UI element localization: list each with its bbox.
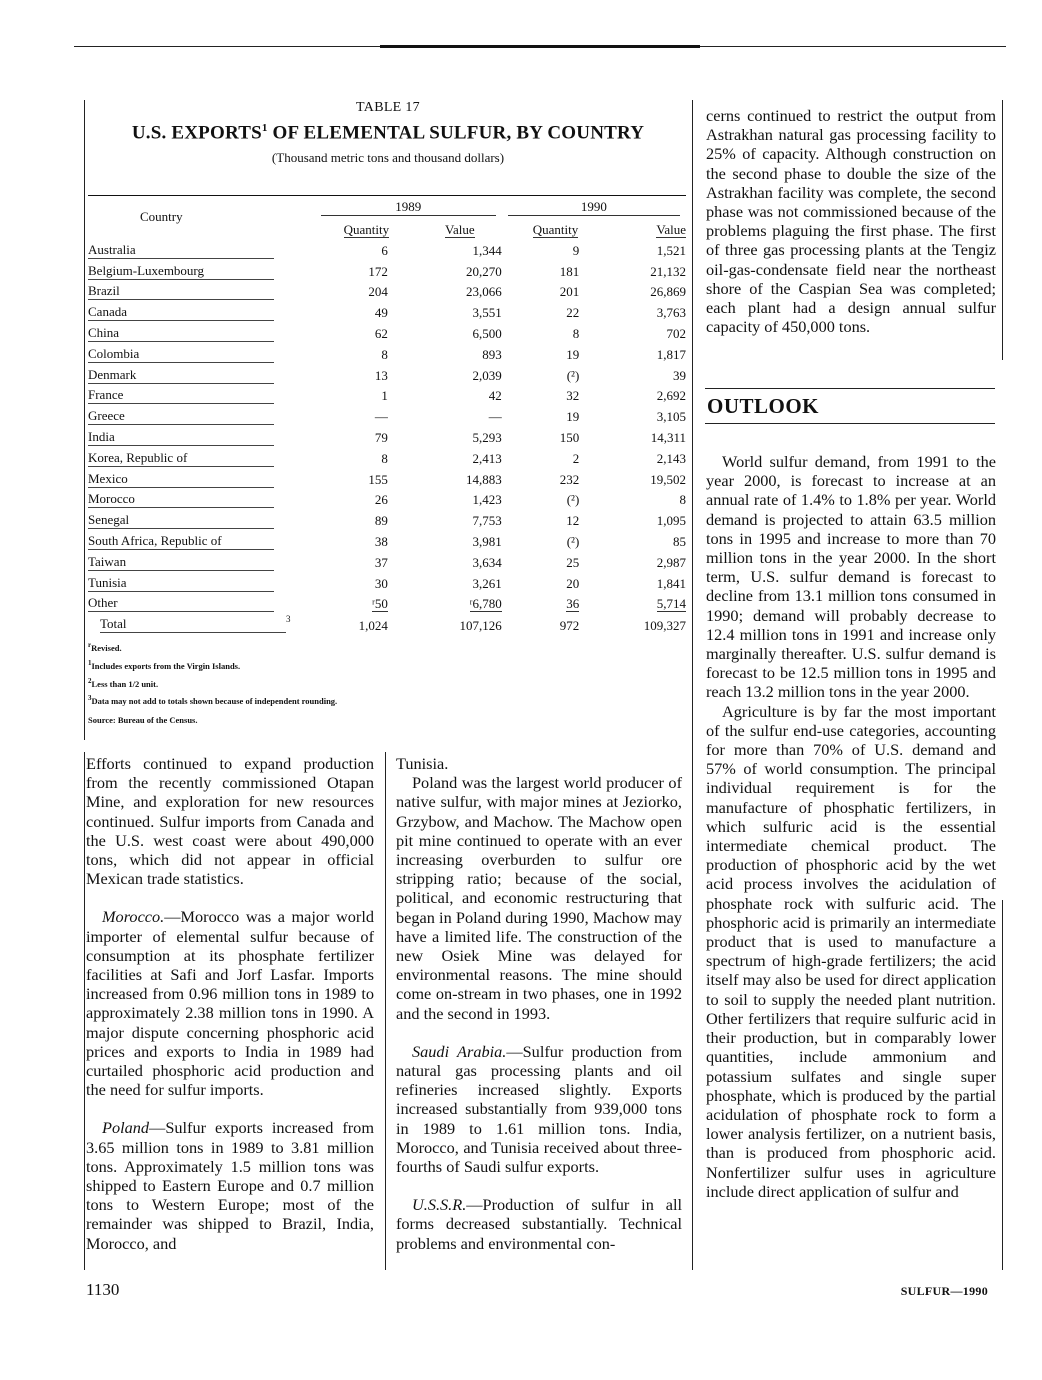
cell-quantity-1989: 38 bbox=[374, 533, 388, 549]
column-divider-left bbox=[84, 100, 85, 740]
cell-quantity-1989: — bbox=[374, 409, 388, 425]
cell-quantity-1990: 20 bbox=[566, 575, 580, 591]
text-column-3 bbox=[706, 106, 996, 336]
cell-country: Belgium-Luxembourg bbox=[88, 259, 315, 280]
table-block bbox=[88, 100, 688, 726]
cell-quantity-1989: 8 bbox=[381, 450, 388, 466]
cell-country: India bbox=[88, 425, 315, 446]
header-quantity-1990: Quantity bbox=[532, 222, 579, 237]
cell-quantity-1989: 1 bbox=[381, 388, 388, 404]
cell-country: Korea, Republic of bbox=[88, 446, 315, 467]
cell-country: Morocco bbox=[88, 488, 315, 509]
column-divider-left-bottom bbox=[84, 752, 85, 1270]
cell-value-1989: 3,634 bbox=[472, 554, 502, 570]
cell-quantity-1989: 37 bbox=[374, 554, 388, 570]
header-value-1990: Value bbox=[656, 222, 686, 237]
table-row bbox=[88, 321, 686, 342]
cell-country: Greece bbox=[88, 404, 315, 425]
cell-value-1990: 3,105 bbox=[656, 409, 686, 425]
heading-saudi-arabia: Saudi Arabia. bbox=[412, 1041, 507, 1061]
cell-quantity-1989: 89 bbox=[374, 513, 388, 529]
cell-value-1989: 2,413 bbox=[472, 450, 502, 466]
table-row bbox=[88, 425, 686, 446]
cell-quantity-1990: 19 bbox=[566, 409, 580, 425]
cell-value-1990: 2,143 bbox=[656, 450, 686, 466]
table-row bbox=[88, 280, 686, 301]
cell-quantity-1990: (²) bbox=[566, 492, 580, 508]
cell-value-1990: 1,095 bbox=[656, 513, 686, 529]
outlook-heading: OUTLOOK bbox=[707, 394, 820, 418]
cell-country: South Africa, Republic of bbox=[88, 529, 315, 550]
table-row bbox=[88, 488, 686, 509]
heading-poland: Poland bbox=[102, 1118, 150, 1138]
cell-quantity-1989: 79 bbox=[374, 429, 388, 445]
col1-paragraph-1: Efforts continued to expand production from the recently commissioned Otapan Mine, and exploration for new resources continued. Sulfur imports from Canada and the U.S. west coast were about 490,000 tons, which did not appear in official Mexican trade statistics. bbox=[86, 754, 374, 889]
cell-quantity-1989: 6 bbox=[381, 242, 388, 258]
cell-total-value-1989: 107,126 bbox=[459, 617, 502, 633]
table-row bbox=[88, 571, 686, 592]
cell-value-1989: 1,423 bbox=[472, 492, 502, 508]
note-source: Source: Bureau of the Census. bbox=[88, 715, 198, 726]
cell-quantity-1990: 181 bbox=[559, 263, 580, 279]
text-column-3-lower bbox=[706, 452, 996, 1201]
cell-quantity-1990: (²) bbox=[566, 367, 580, 383]
cell-value-1989: 14,883 bbox=[466, 471, 502, 487]
cell-country: Taiwan bbox=[88, 550, 315, 571]
cell-value-1989: 23,066 bbox=[466, 284, 502, 300]
table-row bbox=[88, 363, 686, 384]
table-row bbox=[88, 259, 686, 280]
cell-country: France bbox=[88, 384, 315, 405]
header-year-1990: 1990 bbox=[502, 196, 686, 216]
table-row bbox=[88, 508, 686, 529]
cell-quantity-1989: 30 bbox=[374, 575, 388, 591]
table-notes bbox=[88, 638, 337, 728]
note-3: $^3$Data may not add to totals shown because of independent rounding. bbox=[88, 694, 338, 707]
cell-quantity-1989: 49 bbox=[374, 305, 388, 321]
cell-value-1989: 7,753 bbox=[472, 513, 502, 529]
cell-value-1990: 1,817 bbox=[656, 346, 686, 362]
table-row bbox=[88, 384, 686, 405]
col2-ussr-paragraph: U.S.S.R.—Production of sulfur in all forms decreased substantially. Technical problems and environmental con- bbox=[396, 1195, 682, 1253]
cell-quantity-1990: 8 bbox=[572, 325, 580, 341]
cell-quantity-1989: 62 bbox=[374, 325, 388, 341]
cell-value-1990: 14,311 bbox=[650, 429, 686, 445]
page-number: 1130 bbox=[86, 1280, 120, 1299]
cell-value-1990: 702 bbox=[666, 325, 686, 341]
column-divider-right-bottom bbox=[1002, 900, 1003, 1270]
cell-quantity-1989: 172 bbox=[368, 263, 388, 279]
col2-saudi-paragraph: Saudi Arabia.—Sulfur production from natural gas processing plants and oil refineries increased slightly. Exports increased substantially from 939,000 tons in 1989 to 1.61 million tons. India, Morocco, and Tunisia received about three-fourths of Saudi sulfur exports. bbox=[396, 1041, 682, 1177]
heading-ussr: U.S.S.R. bbox=[412, 1195, 467, 1215]
table-row bbox=[88, 238, 686, 259]
header-quantity-1989: Quantity bbox=[343, 222, 390, 237]
cell-country: Senegal bbox=[88, 508, 315, 529]
running-title: SULFUR—1990 bbox=[900, 1284, 988, 1298]
table-subtitle: (Thousand metric tons and thousand dollars) bbox=[271, 150, 505, 166]
cell-value-1990: 5,714 bbox=[656, 596, 686, 612]
col1-morocco-paragraph: Morocco.—Morocco was a major world importer of elemental sulfur because of consumption at its phosphate fertilizer facilities at Safi and Jorf Lasfar. Imports increased from 0.96 million tons in 1989 to approximately 2.38 million tons in 1990. A major dispute concerning phosphoric acid prices and exports to India in 1989 had curtailed phosphoric acid production and the need for sulfur imports. bbox=[86, 907, 374, 1100]
cell-value-1989: — bbox=[488, 409, 502, 425]
top-rule-accent bbox=[380, 45, 700, 48]
cell-value-1989: 1,344 bbox=[472, 242, 502, 258]
cell-quantity-1989: 13 bbox=[374, 367, 388, 383]
col3-paragraph-2: Agriculture is by far the most important of the sulfur end-use categories, accounting for more than 70% of U.S. demand and 57% of world consumption. The principal individual requirement is for the manufacture of phosphatic fertilizers, in which sulfuric acid is the essential intermediate chemical product. The production of phosphoric acid by the wet acid process involves the acidulation of phosphate rock with sulfuric acid. The phosphoric acid is primarily an intermediate product that is used to manufacture a spectrum of high-grade fertilizers; the acid itself may also be used for direct application to soil to supply the needed plant nutrition. Other fertilizers that require sulfuric acid in their production, but in comparably lower quantities, include ammonium and potassium sulfates and single super phosphate, which is produced by the partial acidulation of phosphate rock to form a lower analysis fertilizer, on a nutrient basis, than is produced from phosphoric acid. Nonfertilizer sulfur uses in agriculture include direct application of sulfur and bbox=[706, 701, 996, 1201]
col1-poland-paragraph: Poland—Sulfur exports increased from 3.65 million tons in 1989 to 3.81 million tons. Approximately 1.5 million tons was shipped to Eastern Europe and 0.7 million tons to Western Europe; most of the remainder was shipped to Brazil, India, Morocco, and bbox=[86, 1118, 374, 1253]
cell-total-quantity-1989: 1,024 bbox=[358, 617, 388, 633]
cell-value-1989: 42 bbox=[488, 388, 502, 404]
col3-paragraph-1: World sulfur demand, from 1991 to the year 2000, is forecast to increase at an annual rate of 1.4% to 1.8% per year. World demand is projected to attain 63.5 million tons in 1995 and increase to more than 70 million tons in the year 2000. In the short term, U.S. sulfur demand is forecast to decline from 13.1 million tons consumed in 1990; demand will probably decrease to 12.4 million tons in 1991 and increase only marginally thereafter. U.S. sulfur demand is forecast to be 12.5 million tons in 1995 and reach 13.2 million tons in the year 2000. bbox=[706, 452, 996, 702]
cell-value-1989: 3,551 bbox=[472, 305, 502, 321]
header-country: Country bbox=[140, 209, 183, 224]
cell-quantity-1990: 232 bbox=[559, 471, 580, 487]
cell-total-label: Total $^3$ bbox=[100, 614, 291, 631]
column-divider-mid bbox=[385, 752, 386, 1270]
cell-value-1990: 1,841 bbox=[656, 575, 686, 591]
cell-quantity-1990: 25 bbox=[566, 554, 580, 570]
cell-quantity-1990: 201 bbox=[559, 284, 580, 300]
cell-country: Denmark bbox=[88, 363, 315, 384]
cell-value-1990: 3,763 bbox=[656, 305, 686, 321]
outlook-section-heading bbox=[705, 388, 995, 424]
column-divider-table bbox=[692, 100, 693, 1270]
cell-quantity-1990: 32 bbox=[566, 388, 580, 404]
cell-value-1990: 1,521 bbox=[656, 242, 686, 258]
cell-value-1990: 21,132 bbox=[650, 263, 686, 279]
cell-value-1989: 2,039 bbox=[472, 367, 502, 383]
note-2: $^2$Less than 1/2 unit. bbox=[88, 676, 159, 689]
column-divider-right bbox=[1002, 100, 1003, 360]
table-row bbox=[88, 467, 686, 488]
cell-total-value-1990: 109,327 bbox=[643, 617, 686, 633]
cell-country: China bbox=[88, 321, 315, 342]
cell-quantity-1989: ʳ50 bbox=[372, 596, 388, 612]
note-revised: $^r$Revised. bbox=[88, 641, 122, 653]
cell-quantity-1989: 8 bbox=[381, 346, 388, 362]
cell-quantity-1989: 155 bbox=[368, 471, 388, 487]
cell-value-1989: 20,270 bbox=[466, 263, 502, 279]
cell-quantity-1989: 26 bbox=[374, 492, 388, 508]
cell-value-1990: 2,987 bbox=[656, 554, 686, 570]
cell-value-1990: 26,869 bbox=[650, 284, 686, 300]
cell-quantity-1989: 204 bbox=[368, 284, 388, 300]
cell-value-1989: ʳ6,780 bbox=[469, 596, 502, 612]
cell-value-1989: 3,261 bbox=[472, 575, 502, 591]
cell-quantity-1990: 22 bbox=[566, 305, 580, 321]
table-row bbox=[88, 446, 686, 467]
exports-table bbox=[88, 196, 686, 634]
cell-quantity-1990: (²) bbox=[566, 533, 580, 549]
table-row-total bbox=[88, 612, 686, 633]
table-row bbox=[88, 550, 686, 571]
text-column-2 bbox=[396, 754, 682, 1253]
header-value-1989: Value bbox=[445, 222, 475, 237]
cell-country: Other bbox=[88, 592, 315, 613]
cell-country: Canada bbox=[88, 300, 315, 321]
table-row bbox=[88, 404, 686, 425]
cell-country: Australia bbox=[88, 238, 315, 259]
col2-paragraph-1: Poland was the largest world producer of native sulfur, with major mines at Jeziorko, Grzybow, and Machow. The Machow open pit mine continued to operate with an ever increasing overburden to sulfur ore stripping ratio; because of the social, political, and economic restructuring that began in Poland during 1990, Machow may have a limited life. The construction of the new Osiek Mine was delayed for environmental reasons. The mine should come on-stream in two phases, one in 1992 and the second in 1993. bbox=[396, 773, 682, 1023]
cell-country: Colombia bbox=[88, 342, 315, 363]
cell-country: Brazil bbox=[88, 280, 315, 301]
header-year-1989: 1989 bbox=[315, 196, 502, 216]
cell-value-1990: 85 bbox=[673, 533, 686, 549]
cell-quantity-1990: 19 bbox=[566, 346, 580, 362]
cell-quantity-1990: 36 bbox=[566, 596, 580, 612]
note-1: $^1$Includes exports from the Virgin Islands. bbox=[88, 658, 241, 671]
heading-morocco: Morocco. bbox=[102, 907, 165, 927]
cell-quantity-1990: 12 bbox=[566, 513, 580, 529]
table-number: TABLE 17 bbox=[356, 100, 420, 115]
cell-country: Mexico bbox=[88, 467, 315, 488]
cell-value-1989: 5,293 bbox=[472, 429, 502, 445]
cell-total-quantity-1990: 972 bbox=[559, 617, 580, 633]
cell-value-1990: 8 bbox=[679, 492, 686, 508]
cell-quantity-1990: 150 bbox=[559, 429, 580, 445]
cell-quantity-1990: 2 bbox=[572, 450, 580, 466]
cell-value-1989: 893 bbox=[482, 346, 502, 362]
cell-country: Tunisia bbox=[88, 571, 315, 592]
cell-value-1990: 2,692 bbox=[656, 388, 686, 404]
cell-value-1989: 6,500 bbox=[472, 325, 502, 341]
table-title: U.S. EXPORTS$^1$ OF ELEMENTAL SULFUR, BY COUNTRY bbox=[131, 122, 645, 144]
cell-value-1990: 39 bbox=[673, 367, 686, 383]
cell-quantity-1990: 9 bbox=[572, 242, 580, 258]
table-row bbox=[88, 592, 686, 613]
table-row bbox=[88, 300, 686, 321]
table-row bbox=[88, 529, 686, 550]
cell-value-1990: 19,502 bbox=[650, 471, 686, 487]
text-column-1 bbox=[86, 754, 374, 1253]
col3-paragraph-0: cerns continued to restrict the output from Astrakhan natural gas processing facility to 25% of capacity. Although construction on the second phase to double the size of the Astrakhan facility was complete, the second phase was not commissioned because of the problems plaguing the first phase. The first of three gas processing plants at the Tengiz oil-gas-condensate field near the northeast shore of the Caspian Sea was completed; each plant had a design annual sulfur capacity of 450,000 tons. bbox=[706, 106, 996, 337]
table-row bbox=[88, 342, 686, 363]
col2-paragraph-0: Tunisia. bbox=[396, 754, 449, 773]
cell-value-1989: 3,981 bbox=[472, 533, 502, 549]
